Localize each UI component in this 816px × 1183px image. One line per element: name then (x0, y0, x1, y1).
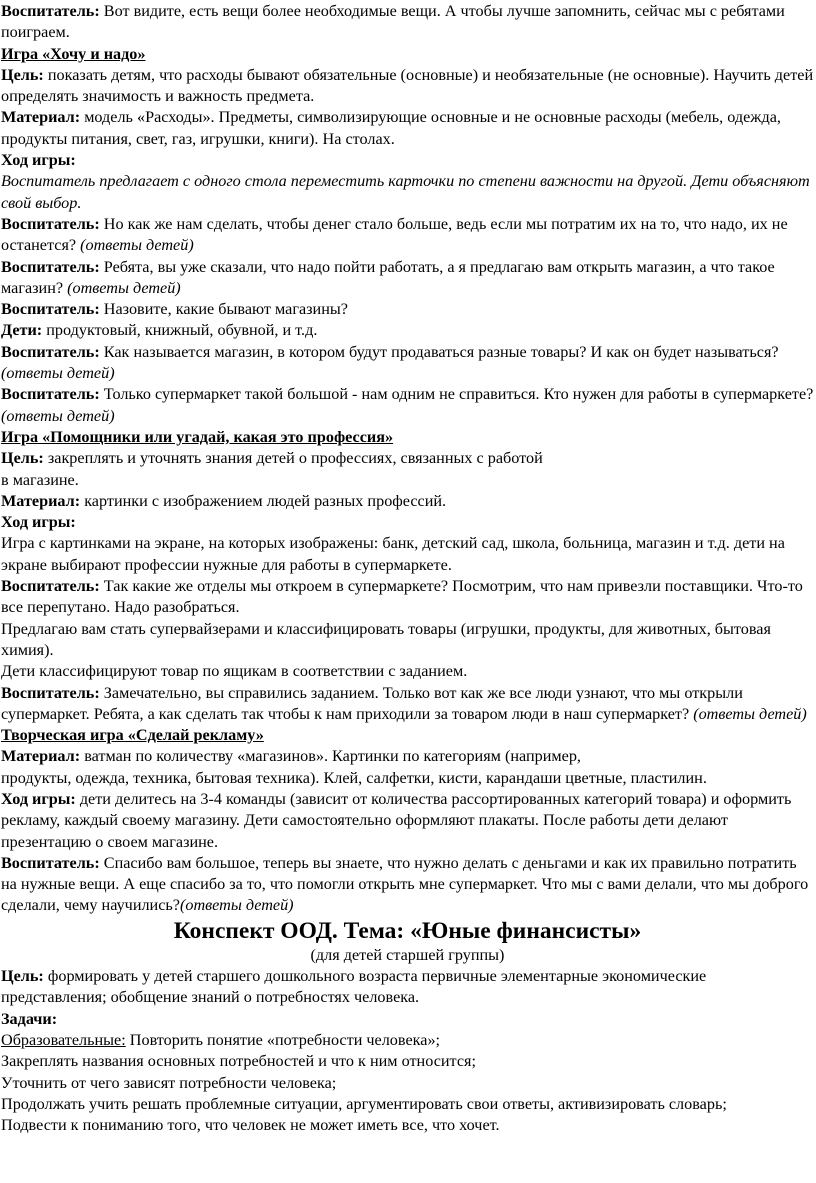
task-text: Повторить понятие «потребности человека»; (125, 1030, 441, 1049)
speaker-label: Воспитатель: (1, 683, 100, 702)
paragraph: Предлагаю вам стать супервайзерами и классифицировать товары (игрушки, продукты, для животных, бытовая химия). (1, 619, 771, 659)
goal-text-continued: в магазине. (1, 470, 79, 489)
dialogue-text: Только супермаркет такой большой - нам одним не справиться. Кто нужен для работы в супермаркете? (99, 385, 814, 404)
dialogue-text: Спасибо вам большое, теперь вы знаете, что нужно делать с деньгами и как их правильно потратить на нужные вещи. А еще спасибо за то, что помогли открыть мне супермаркет. Что мы с вами делали, что мы доброго сделали, чему научились? (1, 853, 809, 915)
game-goal (1, 65, 814, 108)
dialogue-line (1, 342, 814, 385)
material-text-continued: продукты, одежда, техника, бытовая техника). Клей, салфетки, кисти, карандаши цветные, пластилин. (1, 768, 707, 787)
paragraph-text: Вот видите, есть вещи более необходимые вещи. А чтобы лучше запомнить, сейчас мы с ребятами поиграем. (1, 2, 785, 42)
document-goal (1, 966, 814, 1009)
dialogue-line (1, 576, 814, 619)
task-item: Продолжать учить решать проблемные ситуации, аргументировать свои ответы, активизировать словарь; (1, 1094, 727, 1113)
dialogue-line (1, 384, 814, 427)
speaker-label: Воспитатель: (1, 257, 100, 276)
tasks-label: Задачи: (1, 1009, 58, 1028)
dialogue-line (1, 683, 814, 726)
game-material (1, 107, 814, 150)
course-text: дети делитесь на 3-4 команды (зависит от количества рассортированных категорий товара) и оформить рекламу, каждый своему магазину. Дети самостоятельно оформляют плакаты. После работы дети делают презентацию о своем магазине. (1, 789, 792, 851)
goal-text: показать детям, что расходы бывают обязательные (основные) и необязательные (не основные). Научить детей определять значимость и важность предмета. (1, 65, 814, 106)
speaker-label: Воспитатель: (1, 342, 100, 361)
document-subtitle: (для детей старшей группы) (310, 945, 505, 964)
dialogue-note: (ответы детей) (179, 896, 294, 915)
dialogue-line (1, 299, 814, 320)
game-material (1, 491, 814, 512)
dialogue-note: (ответы детей) (1, 406, 115, 425)
dialogue-text: Но как же нам сделать, чтобы денег стало больше, ведь если мы потратим их на то, что надо, их не останется? (1, 214, 788, 255)
game-heading: Игра «Помощники или угадай, какая это профессия» (1, 427, 394, 446)
dialogue-text: продуктовый, книжный, обувной, и т.д. (42, 321, 318, 340)
goal-label: Цель: (1, 449, 44, 468)
educational-label: Образовательные: (1, 1030, 126, 1049)
speaker-label: Воспитатель: (1, 853, 100, 872)
goal-label: Цель: (1, 967, 44, 986)
paragraph: Дети классифицируют товар по ящикам в соответствии с заданием. (1, 662, 468, 681)
paragraph (1, 1, 814, 44)
goal-text: закреплять и уточнять знания детей о профессиях, связанных с работой (43, 449, 543, 468)
task-item: Уточнить от чего зависят потребности человека; (1, 1073, 337, 1092)
material-text: картинки с изображением людей разных профессий. (80, 491, 447, 510)
dialogue-note: (ответы детей) (1, 364, 115, 383)
dialogue-text: Замечательно, вы справились заданием. Только вот как же все люди узнают, что мы открыли супермаркет. Ребята, а как сделать так чтобы к нам приходили за товаром люди в наш супермаркет? (1, 683, 743, 723)
material-text: модель «Расходы». Предметы, символизирующие основные и не основные расходы (мебель, одежда, продукты питания, свет, газ, игрушки, книги). На столах. (1, 108, 781, 148)
speaker-label: Воспитатель: (1, 385, 100, 404)
goal-text: формировать у детей старшего дошкольного возраста первичные элементарные экономические представления; обобщение знаний о потребностях человека. (1, 967, 707, 1007)
course-label: Ход игры: (1, 151, 76, 170)
document-title: Конспект ООД. Тема: «Юные финансисты» (173, 917, 642, 944)
dialogue-note: (ответы детей) (67, 278, 181, 297)
speaker-label: Воспитатель: (1, 577, 100, 596)
dialogue-note: (ответы детей) (693, 704, 807, 723)
material-label: Материал: (1, 747, 81, 766)
speaker-label: Воспитатель: (1, 2, 100, 20)
material-label: Материал: (1, 108, 81, 127)
task-item (1, 1030, 814, 1051)
dialogue-text: Ребята, вы уже сказали, что надо пойти работать, а я предлагаю вам открыть магазин, а что такое магазин? (1, 257, 775, 297)
game-heading: Игра «Хочу и надо» (1, 44, 146, 63)
dialogue-text: Как называется магазин, в котором будут продаваться разные товары? И как он будет называться? (99, 342, 779, 361)
game-goal (1, 448, 814, 491)
dialogue-note: (ответы детей) (80, 236, 194, 255)
goal-label: Цель: (1, 65, 44, 84)
dialogue-text: Назовите, какие бывают магазины? (99, 300, 348, 319)
dialogue-text: Так какие же отделы мы откроем в супермаркете? Посмотрим, что нам привезли поставщики. Что-то все перепутано. Надо разобраться. (1, 577, 803, 617)
task-item: Подвести к пониманию того, что человек не может иметь все, что хочет. (1, 1116, 500, 1135)
dialogue-line (1, 320, 814, 341)
game-material (1, 746, 814, 789)
game-course (1, 789, 814, 853)
dialogue-line (1, 257, 814, 300)
game-heading: Творческая игра «Сделай рекламу» (1, 726, 264, 745)
task-item: Закреплять названия основных потребностей и что к ним относится; (1, 1052, 476, 1071)
speaker-label: Воспитатель: (1, 214, 100, 233)
course-text: Игра с картинками на экране, на которых изображены: банк, детский сад, школа, больница, магазин и т.д. дети на экране выбирают профессии нужные для работы в супермаркете. (1, 534, 785, 574)
dialogue-line (1, 853, 814, 917)
material-text: ватман по количеству «магазинов». Картинки по категориям (например, (80, 747, 581, 766)
material-label: Материал: (1, 491, 81, 510)
dialogue-line (1, 214, 814, 257)
speaker-label: Дети: (1, 321, 43, 340)
course-text: Воспитатель предлагает с одного стола переместить карточки по степени важности на другой. Дети объясняют свой выбор. (1, 172, 810, 212)
course-label: Ход игры: (1, 789, 76, 808)
course-label: Ход игры: (1, 513, 76, 532)
speaker-label: Воспитатель: (1, 300, 100, 319)
